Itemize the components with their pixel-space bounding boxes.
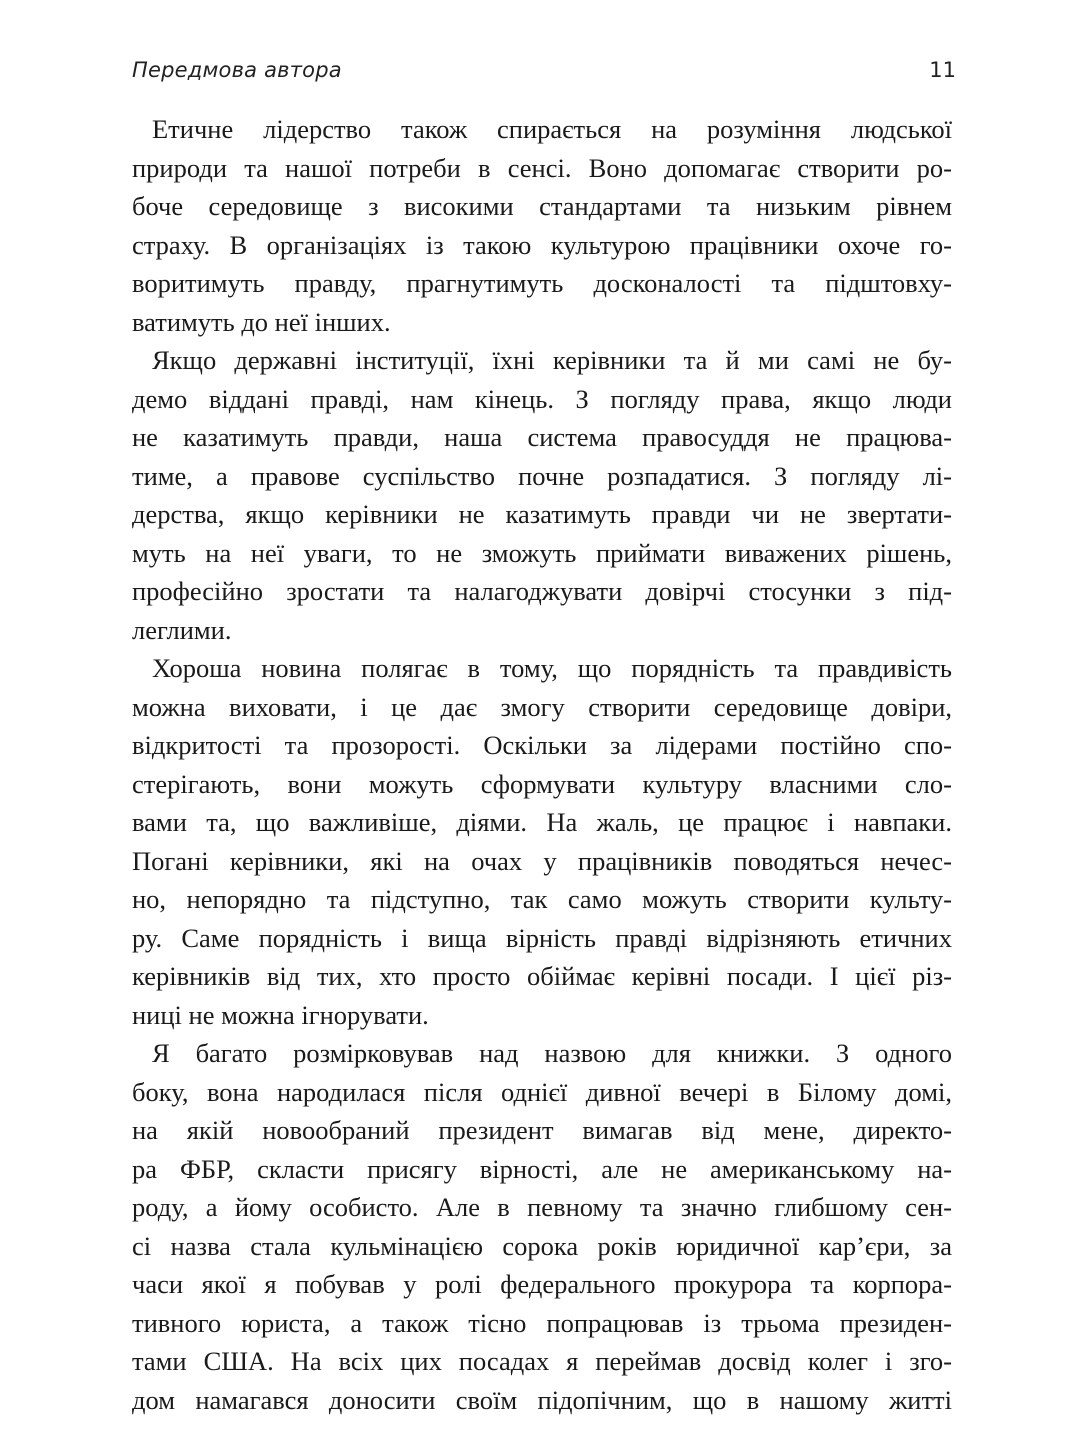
text-line: Етичне лідерство також спирається на розуміння людської	[152, 114, 952, 144]
text-line: професійно зростати та налагоджувати довірчі стосунки з під-	[132, 576, 952, 606]
text-line: можна виховати, і це дає змогу створити середовище довіри,	[132, 691, 952, 722]
text-line: воритимуть правду, прагнутимуть досконалості та підштовху-	[132, 268, 952, 298]
text-line: ра ФБР, скласти присягу вірності, але не американському на-	[132, 1153, 952, 1184]
body-text	[132, 110, 952, 1419]
text-line: Хороша новина полягає в тому, що порядність та правдивість	[152, 653, 952, 683]
text-line: но, непорядно та підступно, так само можуть створити культу-	[132, 884, 952, 914]
text-line: ватимуть до неї інших.	[132, 306, 391, 337]
paragraph	[132, 341, 952, 649]
text-line: роду, а йому особисто. Але в певному та значно глибшому сен-	[132, 1192, 952, 1222]
paragraph	[132, 110, 952, 341]
text-line: тиме, а правове суспільство почне розпадатися. З погляду лі-	[132, 460, 952, 491]
text-line: дом намагався доносити своїм підопічним, що в нашому житті	[132, 1384, 952, 1415]
text-line: боче середовище з високими стандартами та низьким рівнем	[132, 191, 952, 221]
text-line: муть на неї уваги, то не зможуть приймати виважених рішень,	[132, 537, 952, 568]
text-line: Я багато розмірковував над назвою для книжки. З одного	[152, 1038, 952, 1068]
text-line: ниці не можна ігнорувати.	[132, 999, 429, 1030]
text-line: ру. Саме порядність і вища вірність правді відрізняють етичних	[132, 922, 952, 953]
text-line: сі назва стала кульмінацією сорока років юридичної кар’єри, за	[132, 1230, 952, 1261]
text-line: відкритості та прозорості. Оскільки за лідерами постійно спо-	[132, 730, 952, 760]
text-line: природи та нашої потреби в сенсі. Воно допомагає створити ро-	[132, 152, 952, 183]
text-line: часи якої я побував у ролі федерального прокурора та корпора-	[132, 1269, 952, 1299]
text-line: не казатимуть правди, наша система правосуддя не працюва-	[132, 422, 952, 452]
text-line: страху. В організаціях із такою культурою працівники охоче го-	[132, 229, 952, 260]
running-head: Передмова автора	[132, 58, 342, 82]
text-line: демо віддані правді, нам кінець. З погляду права, якщо люди	[132, 383, 952, 414]
text-line: Погані керівники, які на очах у працівників поводяться нечес-	[132, 845, 952, 876]
text-line: вами та, що важливіше, діями. На жаль, це працює і навпаки.	[132, 807, 952, 837]
text-line: тивного юриста, а також тісно попрацював із трьома президен-	[132, 1307, 952, 1338]
text-line: дерства, якщо керівники не казатимуть правди чи не звертати-	[132, 499, 952, 529]
text-line: боку, вона народилася після однієї дивної вечері в Білому домі,	[132, 1076, 952, 1107]
page-number: 11	[929, 58, 956, 82]
paragraph	[132, 1034, 952, 1419]
text-line: тами США. На всіх цих посадах я переймав досвід колег і зго-	[132, 1346, 952, 1376]
text-line: керівників від тих, хто просто обіймає керівні посади. І цієї різ-	[132, 961, 952, 991]
text-line: на якій новообраний президент вимагав від мене, директо-	[132, 1115, 952, 1145]
text-line: стерігають, вони можуть сформувати культуру власними сло-	[132, 768, 952, 799]
text-line: леглими.	[132, 614, 232, 645]
paragraph	[132, 649, 952, 1034]
text-line: Якщо державні інституції, їхні керівники та й ми самі не бу-	[152, 345, 952, 375]
